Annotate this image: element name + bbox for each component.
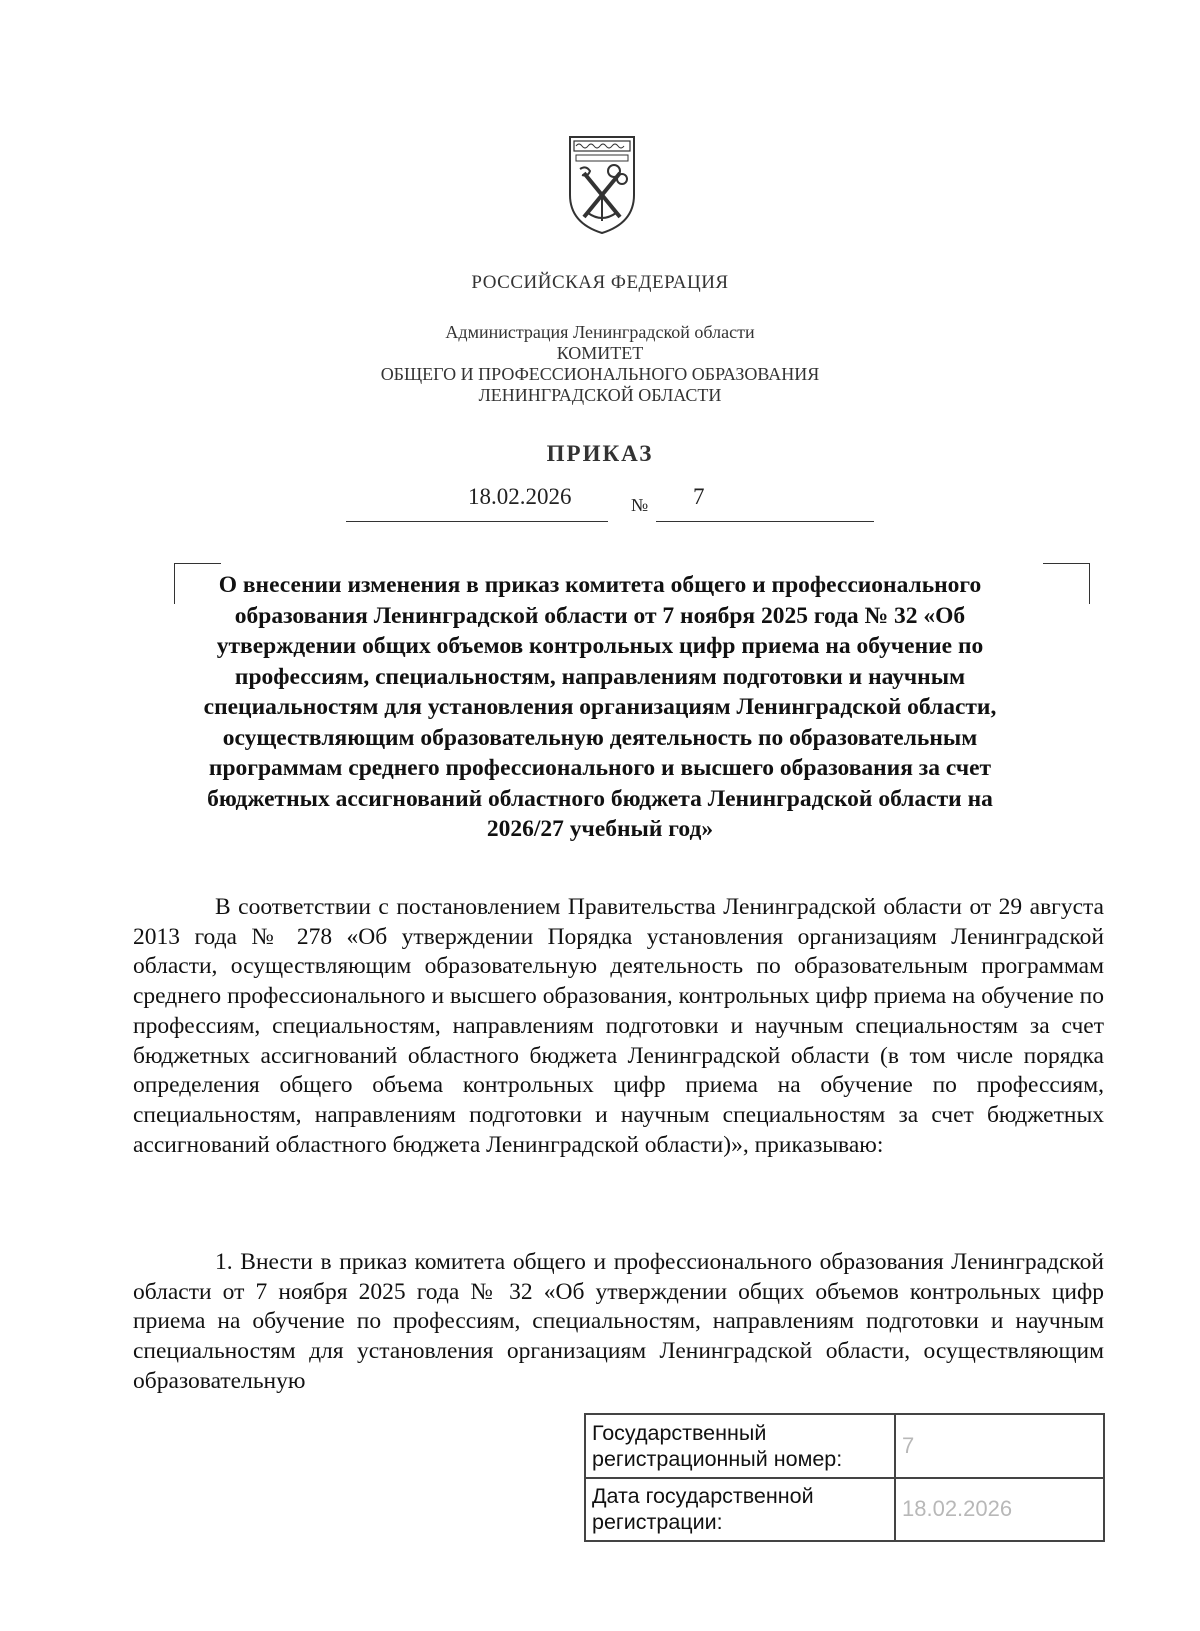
document-type: ПРИКАЗ — [546, 441, 654, 466]
document-subject: О внесении изменения в приказ комитета общего и профессионального образования Ленинградской области от 7 ноября 2025 года № 32 «Об утверждении общих объемов контрольных цифр приема на обучение по профессиям, специальностям, направлениям подготовки и научным специальностям для установления организациям Ленинградской области, осуществляющим образовательную деятельность по образовательным программам среднего профессионального и высшего образования за счет бюджетных ассигнований областного бюджета Ленинградской области на 2026/27 учебный год» — [203, 572, 997, 842]
corner-mark-right — [1043, 563, 1090, 604]
country-name: РОССИЙСКАЯ ФЕДЕРАЦИЯ — [471, 272, 729, 293]
issuer-block — [0, 322, 1200, 406]
preamble-paragraph: В соответствии с постановлением Правительства Ленинградской области от 29 августа 2013 года № 278 «Об утверждении Порядка установления организациям Ленинградской области, осуществляющим образовательную деятельность по образовательным программам среднего профессионального и высшего образования, контрольных цифр приема на обучение по профессиям, специальностям, направлениям подготовки и научным специальностям за счет бюджетных ассигнований областного бюджета Ленинградской области (в том числе порядка определения общего объема контрольных цифр приема на обучение по профессиям, специальностям, направлениям подготовки и научным специальностям за счет бюджетных ассигнований областного бюджета Ленинградской области)», приказываю: — [133, 894, 1104, 1158]
clause-1-paragraph: 1. Внести в приказ комитета общего и профессионального образования Ленинградской области от 7 ноября 2025 года № 32 «Об утверждении общих объемов контрольных цифр приема на обучение по профессиям, специальностям, направлениям подготовки и научным специальностям для установления организациям Ленинградской области, осуществляющим образовательную — [133, 1249, 1104, 1394]
table-row — [585, 1414, 1104, 1478]
number-underline — [656, 521, 874, 522]
committee-name-line-2: ЛЕНИНГРАДСКОЙ ОБЛАСТИ — [478, 385, 722, 405]
order-number: 7 — [693, 484, 705, 509]
committee-label: КОМИТЕТ — [556, 343, 644, 363]
reg-date-value: 18.02.2026 — [895, 1478, 1104, 1542]
date-underline — [346, 521, 608, 522]
administration-name: Администрация Ленинградской области — [445, 322, 755, 342]
order-date: 18.02.2026 — [468, 484, 572, 509]
coat-of-arms-icon — [566, 133, 638, 237]
number-sign: № — [631, 495, 649, 515]
reg-number-value: 7 — [895, 1414, 1104, 1478]
registration-stamp-table — [584, 1413, 1105, 1542]
reg-number-label: Государственный регистрационный номер: — [585, 1414, 895, 1478]
table-row — [585, 1478, 1104, 1542]
reg-date-label: Дата государственной регистрации: — [585, 1478, 895, 1542]
committee-name-line-1: ОБЩЕГО И ПРОФЕССИОНАЛЬНОГО ОБРАЗОВАНИЯ — [380, 364, 820, 384]
